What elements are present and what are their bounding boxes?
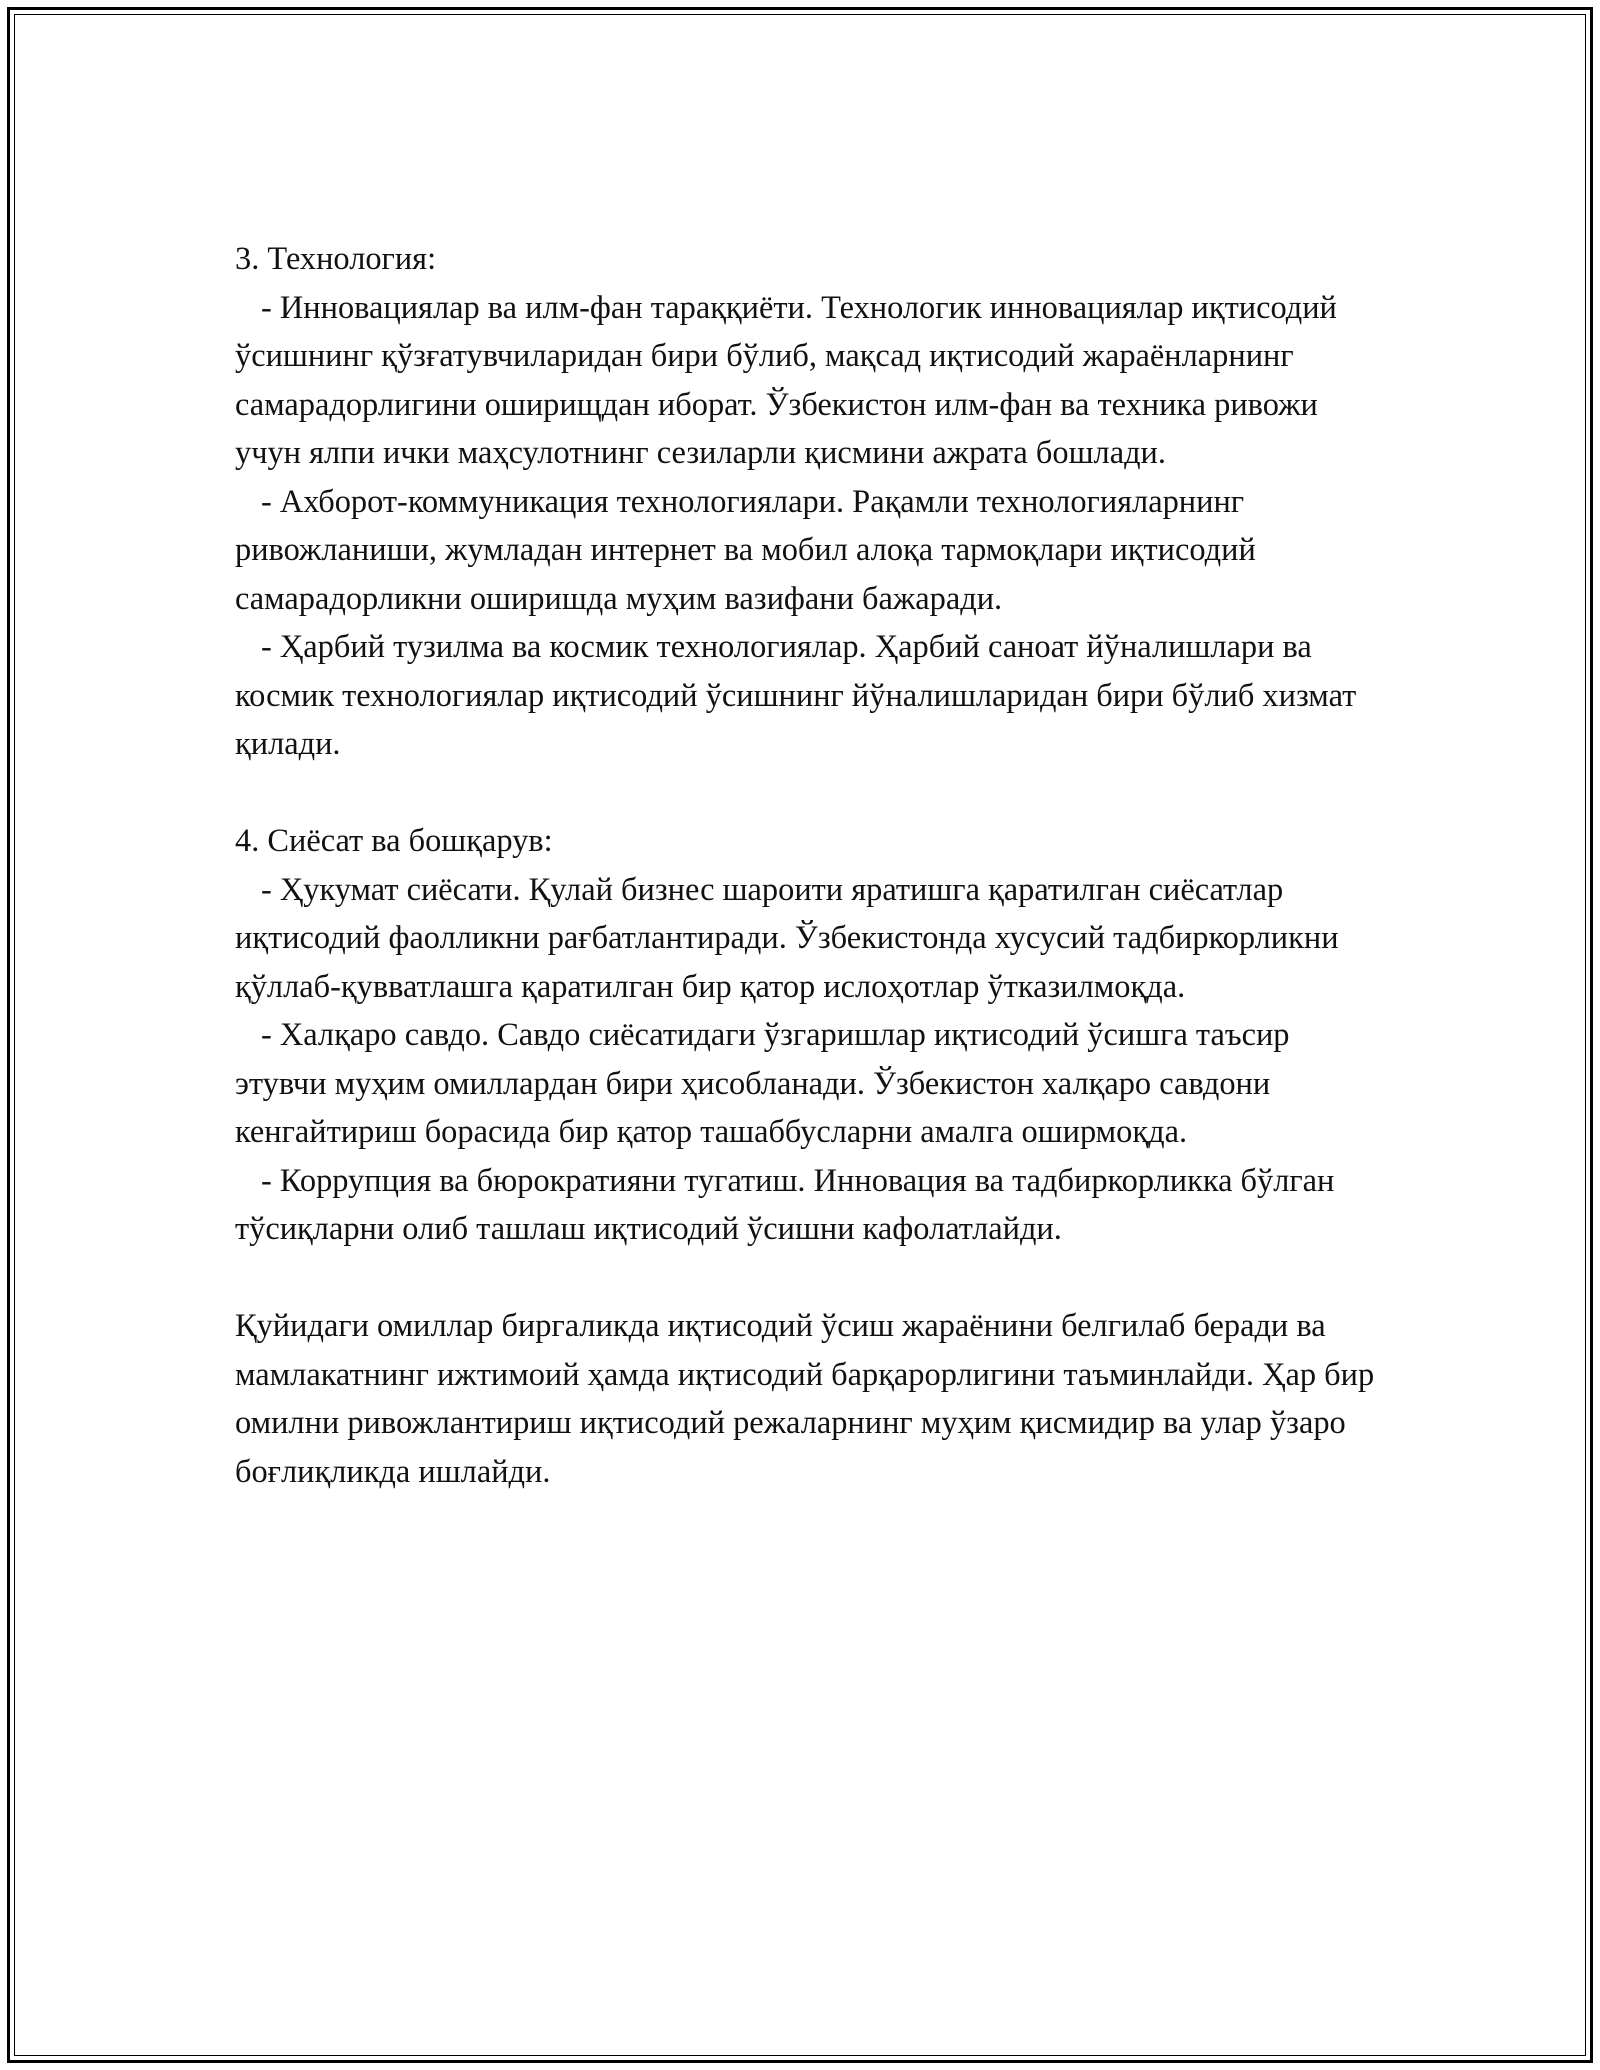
document-body [235, 235, 1385, 1496]
list-item: - Инновациялар ва илм-фан тараққиёти. Технологик инновациялар иқтисодий ўсишнинг қўзғатувчиларидан бири бўлиб, мақсад иқтисодий жараёнларнинг самарадорлигини оширищдан иборат. Ўзбекистон илм-фан ва техника ривожи учун ялпи ички маҳсулотнинг сезиларли қисмини ажрата бошлади. [235, 289, 1345, 471]
section-technology [235, 235, 1385, 769]
conclusion-paragraph: Қуйидаги омиллар биргаликда иқтисодий ўсиш жараёнини белгилаб беради ва мамлакатнинг ижтимоий ҳамда иқтисодий барқарорлигини таъминлайди. Ҳар бир омилни ривожлантириш иқтисодий режаларнинг муҳим қисмидир ва улар ўзаро боғлиқликда ишлайди. [235, 1308, 1383, 1490]
list-item: - Коррупция ва бюрократияни тугатиш. Инновация ва тадбиркорликка бўлган тўсиқларни олиб ташлаш иқтисодий ўсишни кафолатлайди. [235, 1162, 1343, 1247]
section-policy [235, 817, 1385, 1254]
section-spacer [235, 1254, 1385, 1303]
section-spacer [235, 769, 1385, 818]
section-heading: 3. Технология: [235, 241, 437, 277]
section-heading: 4. Сиёсат ва бошқарув: [235, 823, 553, 859]
list-item: - Ҳарбий тузилма ва космик технологиялар. Ҳарбий саноат йўналишлари ва космик технологиялар иқтисодий ўсишнинг йўналишларидан бири бўлиб хизмат қилади. [235, 629, 1365, 762]
list-item: - Ахборот-коммуникация технологиялари. Рақамли технологияларнинг ривожланиши, жумладан интернет ва мобил алоқа тармоқлари иқтисодий самарадорликни оширишда муҳим вазифани бажаради. [235, 483, 1264, 617]
list-item: - Ҳукумат сиёсати. Қулай бизнес шароити яратишга қаратилган сиёсатлар иқтисодий фаолликни рағбатлантиради. Ўзбекистонда хусусий тадбиркорликни қўллаб-қувватлашга қаратилган бир қатор ислоҳотлар ўтказилмоқда. [235, 871, 1347, 1005]
list-item: - Халқаро савдо. Савдо сиёсатидаги ўзгаришлар иқтисодий ўсишга таъсир этувчи муҳим омиллардан бири ҳисобланади. Ўзбекистон халқаро савдони кенгайтириш борасида бир қатор ташаббусларни амалга оширмоқда. [235, 1017, 1298, 1150]
